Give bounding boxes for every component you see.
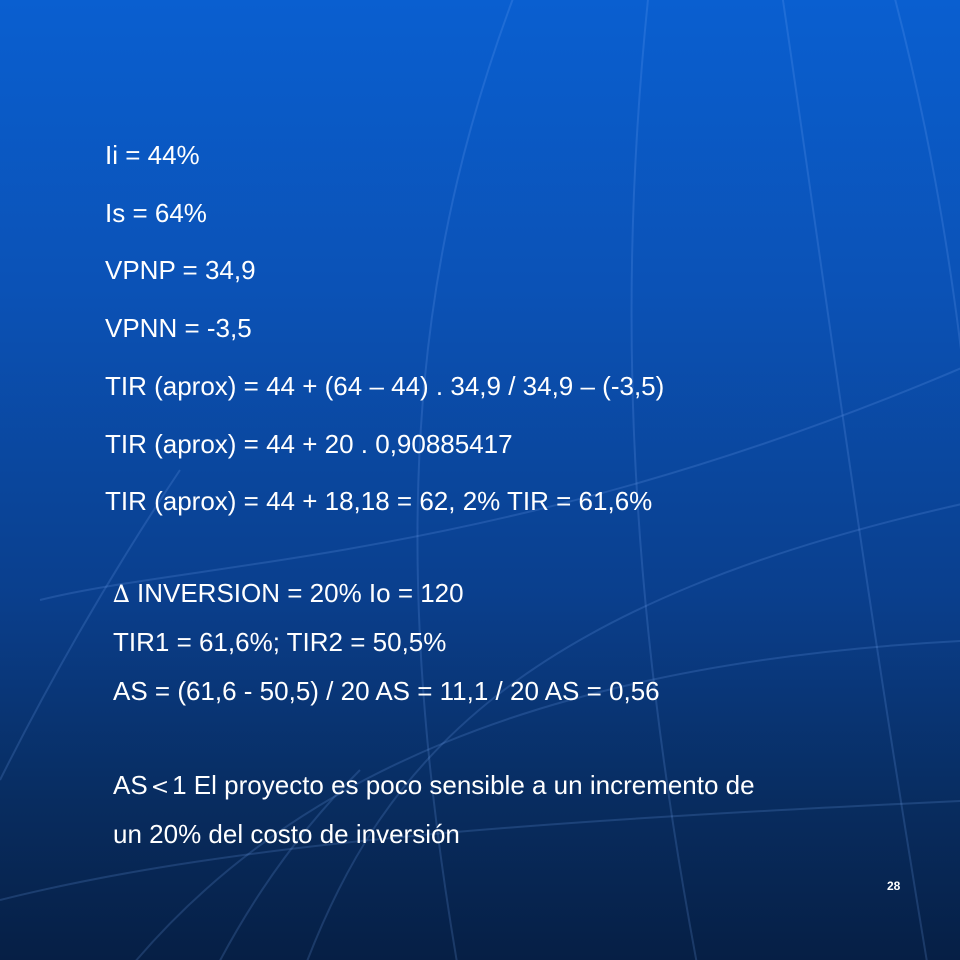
- inversion-line: [113, 578, 464, 609]
- vpnn-line: VPNN = -3,5: [105, 313, 252, 343]
- as-calculation-line: AS = (61,6 - 50,5) / 20 AS = 11,1 / 20 AS = 0,56: [113, 676, 660, 706]
- tir-result-line: TIR (aprox) = 44 + 18,18 = 62, 2% TIR = 61,6%: [105, 486, 653, 516]
- conclusion-line-1: [113, 770, 755, 803]
- tir-formula-line: TIR (aprox) = 44 + (64 – 44) . 34,9 / 34,9 – (-3,5): [105, 371, 665, 401]
- inversion-text: INVERSION = 20% Io = 120: [129, 578, 464, 608]
- conclusion-text: 1 El proyecto es poco sensible a un incremento de: [172, 770, 755, 800]
- vpnp-line: VPNP = 34,9: [105, 255, 256, 285]
- conclusion-line-2: un 20% del costo de inversión: [113, 819, 460, 849]
- less-than-icon: <: [150, 775, 170, 800]
- conclusion-prefix: AS: [113, 770, 148, 800]
- is-line: Is = 64%: [105, 198, 207, 228]
- ii-line: Ii = 44%: [105, 140, 200, 170]
- tir-step-line: TIR (aprox) = 44 + 20 . 0,90885417: [105, 429, 513, 459]
- tir-values-line: TIR1 = 61,6%; TIR2 = 50,5%: [113, 627, 447, 657]
- delta-icon: ∆: [113, 580, 130, 608]
- slide-number: 28: [887, 879, 901, 893]
